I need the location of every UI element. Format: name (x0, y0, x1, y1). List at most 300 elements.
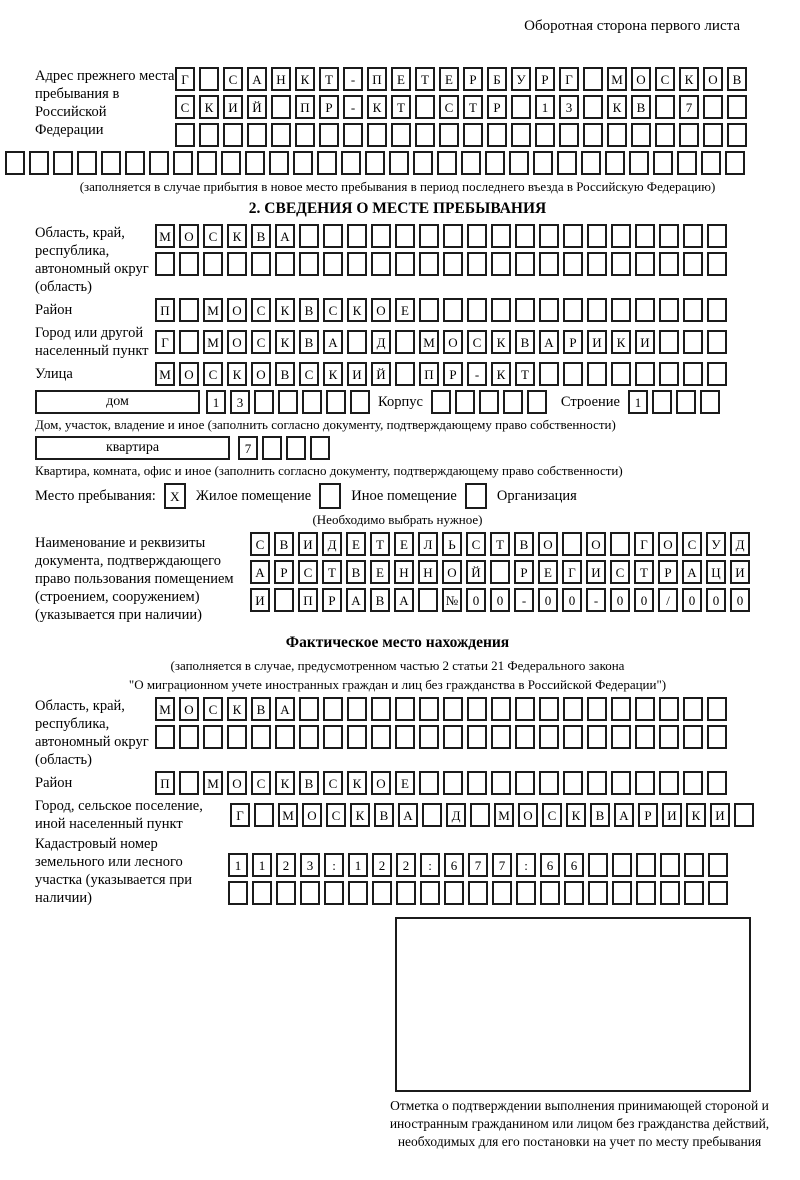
char-box[interactable]: Е (439, 67, 459, 91)
char-box[interactable] (539, 224, 559, 248)
char-box[interactable]: 2 (372, 853, 392, 877)
char-box[interactable] (347, 252, 367, 276)
char-box[interactable] (683, 330, 703, 354)
char-box[interactable] (299, 252, 319, 276)
char-box[interactable] (396, 881, 416, 905)
char-box[interactable] (319, 123, 339, 147)
char-box[interactable]: Р (463, 67, 483, 91)
char-box[interactable]: К (199, 95, 219, 119)
char-box[interactable]: - (514, 588, 534, 612)
char-box[interactable]: А (323, 330, 343, 354)
char-box[interactable] (221, 151, 241, 175)
char-box[interactable] (247, 123, 267, 147)
char-box[interactable] (468, 881, 488, 905)
char-box[interactable]: О (371, 771, 391, 795)
char-box[interactable] (245, 151, 265, 175)
char-box[interactable]: М (278, 803, 298, 827)
char-box[interactable] (563, 224, 583, 248)
char-box[interactable] (581, 151, 601, 175)
char-box[interactable] (371, 697, 391, 721)
char-box[interactable]: Г (230, 803, 250, 827)
char-box[interactable] (419, 298, 439, 322)
char-box[interactable]: Й (466, 560, 486, 584)
checkbox-residential[interactable]: X (164, 483, 186, 509)
char-box[interactable]: Е (370, 560, 390, 584)
char-box[interactable]: 6 (564, 853, 584, 877)
char-box[interactable] (419, 725, 439, 749)
char-box[interactable] (53, 151, 73, 175)
char-box[interactable] (125, 151, 145, 175)
char-box[interactable] (511, 95, 531, 119)
char-box[interactable] (431, 390, 451, 414)
char-box[interactable] (703, 95, 723, 119)
char-box[interactable] (588, 881, 608, 905)
char-box[interactable]: О (227, 298, 247, 322)
char-box[interactable]: К (611, 330, 631, 354)
char-box[interactable] (372, 881, 392, 905)
char-box[interactable]: К (227, 362, 247, 386)
char-box[interactable]: М (203, 330, 223, 354)
char-box[interactable] (683, 697, 703, 721)
char-box[interactable] (611, 298, 631, 322)
char-box[interactable] (564, 881, 584, 905)
char-box[interactable] (653, 151, 673, 175)
char-box[interactable] (611, 252, 631, 276)
char-box[interactable]: - (467, 362, 487, 386)
char-box[interactable] (563, 298, 583, 322)
char-box[interactable] (299, 725, 319, 749)
char-box[interactable] (271, 123, 291, 147)
char-box[interactable] (467, 252, 487, 276)
char-box[interactable]: К (367, 95, 387, 119)
char-box[interactable] (491, 224, 511, 248)
char-box[interactable] (659, 697, 679, 721)
char-box[interactable] (371, 224, 391, 248)
char-box[interactable]: В (631, 95, 651, 119)
char-box[interactable] (631, 123, 651, 147)
char-box[interactable] (611, 224, 631, 248)
char-box[interactable]: О (538, 532, 558, 556)
char-box[interactable]: С (251, 771, 271, 795)
char-box[interactable]: 1 (348, 853, 368, 877)
char-box[interactable]: Л (418, 532, 438, 556)
char-box[interactable]: Г (562, 560, 582, 584)
char-box[interactable]: Н (271, 67, 291, 91)
char-box[interactable] (443, 771, 463, 795)
char-box[interactable] (77, 151, 97, 175)
char-box[interactable] (276, 881, 296, 905)
char-box[interactable]: 0 (610, 588, 630, 612)
char-box[interactable] (676, 390, 696, 414)
char-box[interactable] (635, 298, 655, 322)
char-box[interactable] (443, 224, 463, 248)
char-box[interactable]: П (155, 771, 175, 795)
char-box[interactable] (655, 95, 675, 119)
char-box[interactable] (679, 123, 699, 147)
char-box[interactable]: 0 (466, 588, 486, 612)
char-box[interactable] (419, 252, 439, 276)
char-box[interactable]: К (347, 298, 367, 322)
char-box[interactable] (540, 881, 560, 905)
char-box[interactable] (612, 881, 632, 905)
char-box[interactable]: О (179, 224, 199, 248)
char-box[interactable]: А (539, 330, 559, 354)
char-box[interactable]: К (227, 224, 247, 248)
char-box[interactable] (515, 224, 535, 248)
char-box[interactable] (275, 725, 295, 749)
char-box[interactable]: М (419, 330, 439, 354)
char-box[interactable]: Т (391, 95, 411, 119)
char-box[interactable]: С (323, 298, 343, 322)
char-box[interactable]: В (370, 588, 390, 612)
char-box[interactable] (461, 151, 481, 175)
char-box[interactable] (683, 224, 703, 248)
char-box[interactable]: А (682, 560, 702, 584)
char-box[interactable]: А (394, 588, 414, 612)
char-box[interactable] (539, 298, 559, 322)
char-box[interactable]: В (299, 771, 319, 795)
char-box[interactable] (443, 725, 463, 749)
char-box[interactable] (179, 725, 199, 749)
char-box[interactable] (395, 330, 415, 354)
char-box[interactable]: И (710, 803, 730, 827)
char-box[interactable]: 3 (559, 95, 579, 119)
char-box[interactable]: С (250, 532, 270, 556)
char-box[interactable] (420, 881, 440, 905)
char-box[interactable] (275, 252, 295, 276)
char-box[interactable]: К (679, 67, 699, 91)
char-box[interactable]: К (275, 298, 295, 322)
char-box[interactable] (533, 151, 553, 175)
char-box[interactable]: М (155, 224, 175, 248)
char-box[interactable] (269, 151, 289, 175)
char-box[interactable]: - (343, 95, 363, 119)
char-box[interactable]: Е (394, 532, 414, 556)
char-box[interactable] (343, 123, 363, 147)
char-box[interactable]: С (682, 532, 702, 556)
char-box[interactable] (587, 725, 607, 749)
char-box[interactable] (179, 330, 199, 354)
checkbox-other-premises[interactable] (319, 483, 341, 509)
char-box[interactable] (395, 697, 415, 721)
char-box[interactable]: В (299, 298, 319, 322)
char-box[interactable] (323, 725, 343, 749)
char-box[interactable] (511, 123, 531, 147)
char-box[interactable] (635, 725, 655, 749)
char-box[interactable] (252, 881, 272, 905)
char-box[interactable]: К (227, 697, 247, 721)
char-box[interactable]: 6 (444, 853, 464, 877)
char-box[interactable]: А (275, 224, 295, 248)
char-box[interactable]: О (586, 532, 606, 556)
char-box[interactable] (491, 771, 511, 795)
char-box[interactable] (683, 252, 703, 276)
char-box[interactable]: Р (658, 560, 678, 584)
char-box[interactable]: Р (274, 560, 294, 584)
char-box[interactable] (539, 252, 559, 276)
char-box[interactable]: 7 (679, 95, 699, 119)
char-box[interactable] (251, 252, 271, 276)
char-box[interactable]: И (635, 330, 655, 354)
char-box[interactable] (299, 697, 319, 721)
char-box[interactable] (635, 771, 655, 795)
char-box[interactable] (563, 725, 583, 749)
char-box[interactable]: С (175, 95, 195, 119)
char-box[interactable] (371, 252, 391, 276)
char-box[interactable] (707, 771, 727, 795)
char-box[interactable]: О (227, 330, 247, 354)
char-box[interactable] (587, 771, 607, 795)
char-box[interactable]: У (511, 67, 531, 91)
char-box[interactable]: С (299, 362, 319, 386)
char-box[interactable]: С (251, 298, 271, 322)
char-box[interactable] (395, 725, 415, 749)
char-box[interactable] (659, 330, 679, 354)
char-box[interactable] (418, 588, 438, 612)
char-box[interactable] (492, 881, 512, 905)
char-box[interactable] (455, 390, 475, 414)
char-box[interactable] (439, 123, 459, 147)
char-box[interactable] (587, 362, 607, 386)
char-box[interactable] (395, 224, 415, 248)
char-box[interactable]: Т (490, 532, 510, 556)
char-box[interactable]: С (251, 330, 271, 354)
char-box[interactable] (612, 853, 632, 877)
char-box[interactable]: Д (730, 532, 750, 556)
char-box[interactable] (515, 771, 535, 795)
char-box[interactable]: С (466, 532, 486, 556)
char-box[interactable]: 2 (276, 853, 296, 877)
char-box[interactable]: 1 (228, 853, 248, 877)
char-box[interactable] (223, 123, 243, 147)
char-box[interactable]: Й (371, 362, 391, 386)
char-box[interactable] (302, 390, 322, 414)
char-box[interactable]: М (155, 697, 175, 721)
char-box[interactable] (563, 252, 583, 276)
char-box[interactable]: С (298, 560, 318, 584)
char-box[interactable]: 0 (706, 588, 726, 612)
char-box[interactable]: О (251, 362, 271, 386)
char-box[interactable]: О (443, 330, 463, 354)
char-box[interactable] (228, 881, 248, 905)
char-box[interactable]: - (343, 67, 363, 91)
char-box[interactable]: С (223, 67, 243, 91)
char-box[interactable] (371, 725, 391, 749)
char-box[interactable] (348, 881, 368, 905)
char-box[interactable] (310, 436, 330, 460)
char-box[interactable] (300, 881, 320, 905)
char-box[interactable]: О (302, 803, 322, 827)
char-box[interactable] (587, 252, 607, 276)
char-box[interactable] (535, 123, 555, 147)
char-box[interactable]: 6 (540, 853, 560, 877)
char-box[interactable]: М (203, 771, 223, 795)
char-box[interactable] (29, 151, 49, 175)
char-box[interactable]: П (367, 67, 387, 91)
char-box[interactable] (227, 725, 247, 749)
char-box[interactable]: И (662, 803, 682, 827)
char-box[interactable]: Е (346, 532, 366, 556)
char-box[interactable] (635, 224, 655, 248)
char-box[interactable]: О (703, 67, 723, 91)
char-box[interactable] (659, 362, 679, 386)
char-box[interactable]: С (542, 803, 562, 827)
char-box[interactable] (583, 67, 603, 91)
char-box[interactable] (491, 725, 511, 749)
char-box[interactable] (701, 151, 721, 175)
char-box[interactable]: Р (563, 330, 583, 354)
char-box[interactable]: А (614, 803, 634, 827)
char-box[interactable]: Р (514, 560, 534, 584)
char-box[interactable]: М (607, 67, 627, 91)
char-box[interactable] (317, 151, 337, 175)
char-box[interactable]: К (323, 362, 343, 386)
char-box[interactable]: А (398, 803, 418, 827)
char-box[interactable]: П (155, 298, 175, 322)
char-box[interactable]: Т (415, 67, 435, 91)
char-box[interactable] (652, 390, 672, 414)
char-box[interactable] (155, 725, 175, 749)
char-box[interactable]: К (347, 771, 367, 795)
char-box[interactable] (683, 725, 703, 749)
char-box[interactable]: В (274, 532, 294, 556)
char-box[interactable] (684, 881, 704, 905)
char-box[interactable] (677, 151, 697, 175)
char-box[interactable] (254, 390, 274, 414)
char-box[interactable] (323, 252, 343, 276)
char-box[interactable] (563, 697, 583, 721)
char-box[interactable]: Е (391, 67, 411, 91)
char-box[interactable] (611, 697, 631, 721)
char-box[interactable]: 1 (535, 95, 555, 119)
char-box[interactable]: Д (371, 330, 391, 354)
char-box[interactable] (660, 881, 680, 905)
char-box[interactable]: Т (319, 67, 339, 91)
char-box[interactable]: Т (463, 95, 483, 119)
char-box[interactable] (707, 697, 727, 721)
char-box[interactable] (684, 853, 704, 877)
char-box[interactable] (179, 298, 199, 322)
char-box[interactable]: Т (515, 362, 535, 386)
char-box[interactable] (611, 362, 631, 386)
char-box[interactable]: К (491, 330, 511, 354)
char-box[interactable] (491, 252, 511, 276)
char-box[interactable] (101, 151, 121, 175)
char-box[interactable]: М (155, 362, 175, 386)
char-box[interactable] (443, 697, 463, 721)
char-box[interactable]: С (467, 330, 487, 354)
char-box[interactable]: И (298, 532, 318, 556)
char-box[interactable]: : (324, 853, 344, 877)
char-box[interactable]: Ь (442, 532, 462, 556)
char-box[interactable]: С (323, 771, 343, 795)
char-box[interactable]: 7 (468, 853, 488, 877)
char-box[interactable] (254, 803, 274, 827)
char-box[interactable]: 7 (238, 436, 258, 460)
char-box[interactable] (274, 588, 294, 612)
char-box[interactable]: Н (418, 560, 438, 584)
char-box[interactable] (515, 252, 535, 276)
char-box[interactable] (659, 252, 679, 276)
char-box[interactable] (299, 224, 319, 248)
char-box[interactable]: Т (634, 560, 654, 584)
char-box[interactable] (734, 803, 754, 827)
char-box[interactable] (463, 123, 483, 147)
char-box[interactable]: Д (446, 803, 466, 827)
char-box[interactable]: 3 (300, 853, 320, 877)
char-box[interactable]: Н (394, 560, 414, 584)
char-box[interactable]: К (491, 362, 511, 386)
char-box[interactable] (443, 252, 463, 276)
char-box[interactable] (413, 151, 433, 175)
char-box[interactable] (659, 298, 679, 322)
char-box[interactable]: Т (370, 532, 390, 556)
char-box[interactable] (347, 330, 367, 354)
char-box[interactable]: К (350, 803, 370, 827)
char-box[interactable]: И (587, 330, 607, 354)
char-box[interactable]: С (655, 67, 675, 91)
char-box[interactable]: 0 (634, 588, 654, 612)
char-box[interactable]: Р (487, 95, 507, 119)
char-box[interactable] (467, 725, 487, 749)
char-box[interactable] (422, 803, 442, 827)
char-box[interactable]: А (346, 588, 366, 612)
char-box[interactable] (286, 436, 306, 460)
char-box[interactable]: П (419, 362, 439, 386)
char-box[interactable]: В (346, 560, 366, 584)
char-box[interactable] (539, 697, 559, 721)
char-box[interactable] (635, 362, 655, 386)
char-box[interactable] (707, 252, 727, 276)
char-box[interactable] (326, 390, 346, 414)
char-box[interactable] (659, 771, 679, 795)
char-box[interactable] (683, 362, 703, 386)
char-box[interactable] (419, 771, 439, 795)
char-box[interactable] (703, 123, 723, 147)
char-box[interactable] (199, 67, 219, 91)
char-box[interactable] (467, 697, 487, 721)
char-box[interactable]: 0 (682, 588, 702, 612)
char-box[interactable] (557, 151, 577, 175)
char-box[interactable]: А (275, 697, 295, 721)
char-box[interactable] (347, 224, 367, 248)
char-box[interactable]: М (203, 298, 223, 322)
char-box[interactable] (203, 725, 223, 749)
char-box[interactable]: - (586, 588, 606, 612)
char-box[interactable] (179, 771, 199, 795)
char-box[interactable]: О (631, 67, 651, 91)
char-box[interactable]: С (610, 560, 630, 584)
char-box[interactable]: Т (322, 560, 342, 584)
char-box[interactable]: О (658, 532, 678, 556)
char-box[interactable] (487, 123, 507, 147)
char-box[interactable] (635, 252, 655, 276)
char-box[interactable]: Г (559, 67, 579, 91)
char-box[interactable] (419, 697, 439, 721)
char-box[interactable] (415, 95, 435, 119)
char-box[interactable]: К (686, 803, 706, 827)
char-box[interactable]: 1 (252, 853, 272, 877)
char-box[interactable]: Г (155, 330, 175, 354)
char-box[interactable] (605, 151, 625, 175)
char-box[interactable] (587, 298, 607, 322)
char-box[interactable] (350, 390, 370, 414)
char-box[interactable]: С (439, 95, 459, 119)
char-box[interactable] (443, 298, 463, 322)
char-box[interactable]: № (442, 588, 462, 612)
char-box[interactable] (707, 330, 727, 354)
char-box[interactable] (467, 771, 487, 795)
